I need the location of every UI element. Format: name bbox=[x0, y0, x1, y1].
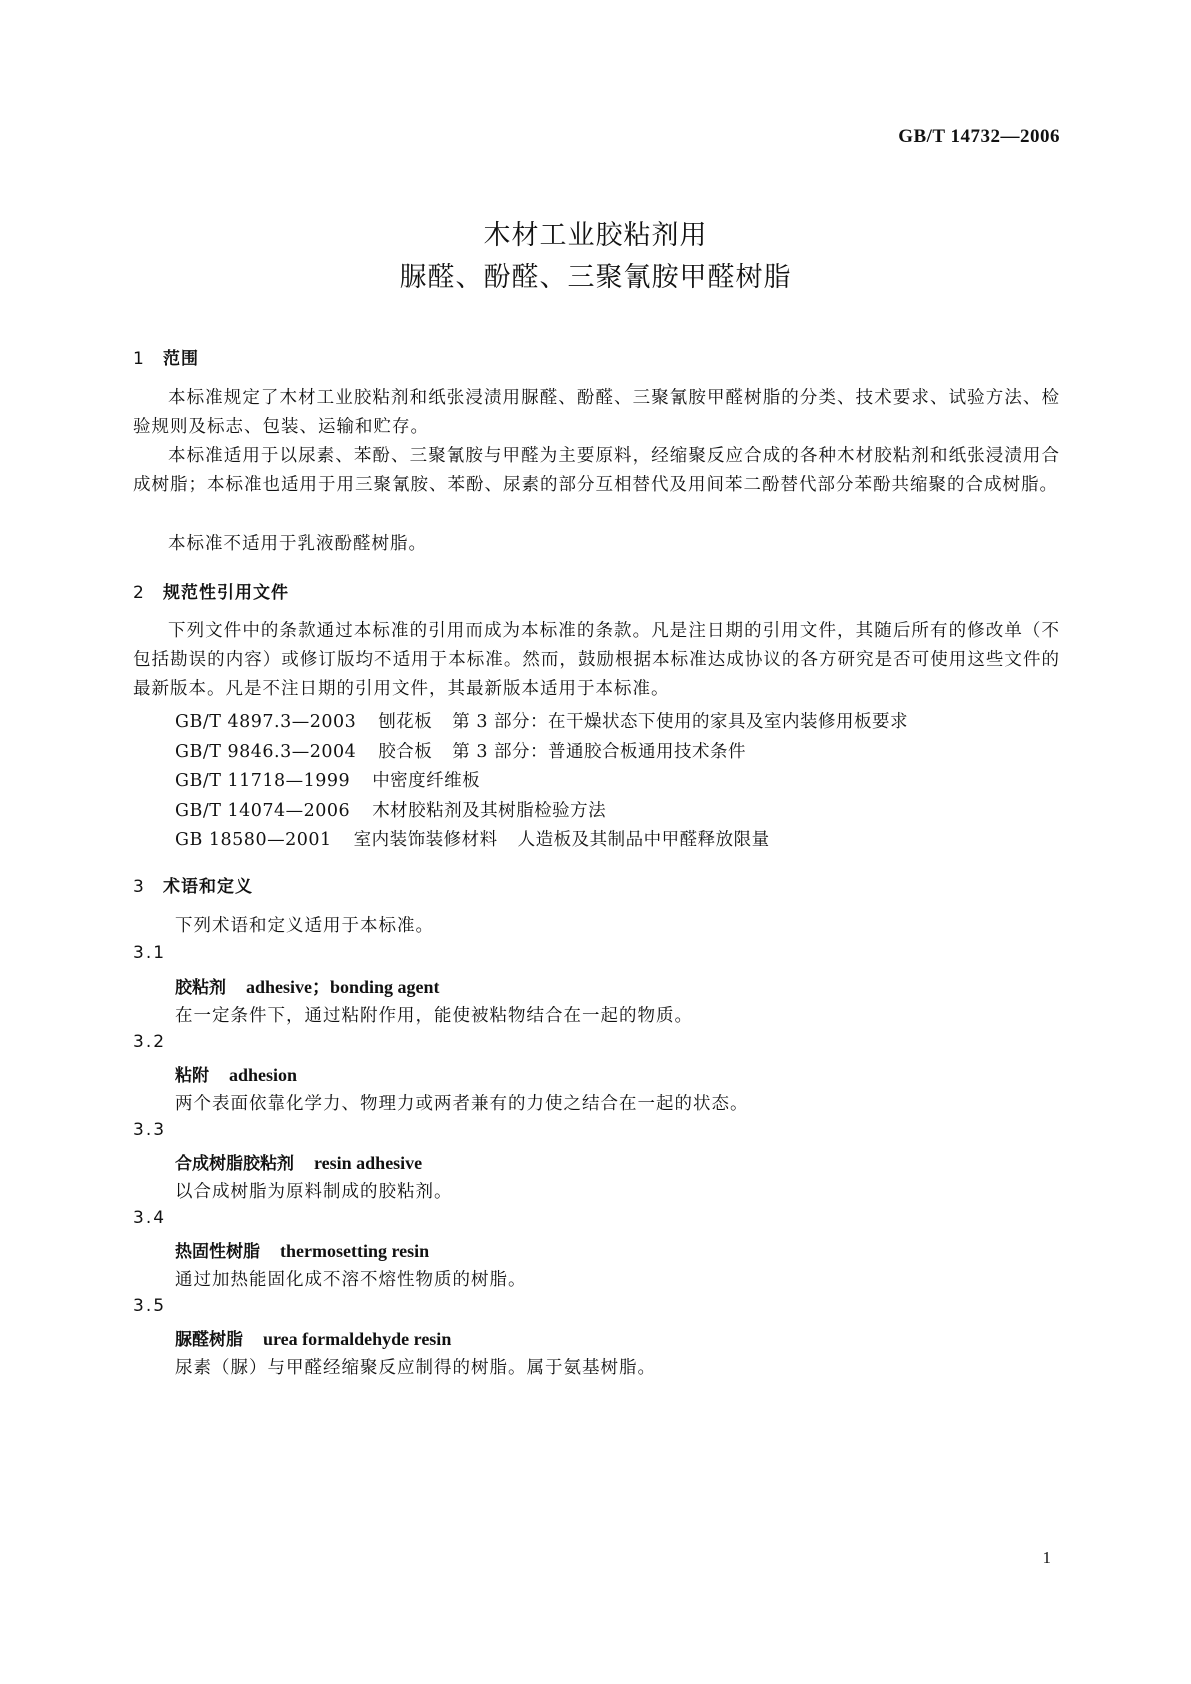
term-title bbox=[175, 1149, 422, 1174]
term-zh: 热固性树脂 bbox=[175, 1242, 260, 1262]
title-line-1: 木材工业胶粘剂用 bbox=[483, 220, 708, 251]
section-2-heading bbox=[133, 578, 289, 603]
term-title bbox=[175, 1237, 429, 1262]
term-en: urea formaldehyde resin bbox=[263, 1329, 452, 1349]
term-number: 3.4 bbox=[133, 1208, 167, 1228]
reference-code: GB 18580—2001 bbox=[175, 830, 332, 850]
term-definition: 在一定条件下，通过粘附作用，能使被粘物结合在一起的物质。 bbox=[175, 1006, 693, 1026]
reference-item bbox=[175, 797, 606, 822]
paragraph: 本标准规定了木材工业胶粘剂和纸张浸渍用脲醛、酚醛、三聚氰胺甲醛树脂的分类、技术要求、试验方法、检验规则及标志、包装、运输和贮存。 bbox=[133, 388, 1060, 437]
term-definition: 以合成树脂为原料制成的胶粘剂。 bbox=[175, 1182, 453, 1202]
reference-part: 人造板及其制品中甲醛释放限量 bbox=[517, 830, 770, 850]
reference-name: 室内装饰装修材料 bbox=[353, 830, 498, 850]
term-number: 3.5 bbox=[133, 1296, 167, 1316]
term-number: 3.2 bbox=[133, 1032, 167, 1052]
paragraph: 下列文件中的条款通过本标准的引用而成为本标准的条款。凡是注日期的引用文件，其随后所有的修改单（不包括勘误的内容）或修订版均不适用于本标准。然而，鼓励根据本标准达成协议的各方研究是否可使用这些文件的最新版本。凡是不注日期的引用文件，其最新版本适用于本标准。 bbox=[133, 621, 1060, 699]
section-title: 范围 bbox=[163, 349, 199, 369]
term-definition: 两个表面依靠化学力、物理力或两者兼有的力使之结合在一起的状态。 bbox=[175, 1094, 749, 1114]
page-number: 1 bbox=[1042, 1548, 1051, 1567]
document-id: GB/T 14732—2006 bbox=[898, 126, 1060, 147]
term-en: adhesive；bonding agent bbox=[246, 977, 440, 997]
term-en: adhesion bbox=[229, 1065, 298, 1085]
term-definition: 通过加热能固化成不溶不熔性物质的树脂。 bbox=[175, 1270, 527, 1290]
term-zh: 粘附 bbox=[175, 1066, 209, 1086]
term-zh: 胶粘剂 bbox=[175, 978, 226, 998]
reference-part: 第 3 部分：在干燥状态下使用的家具及室内装修用板要求 bbox=[452, 712, 909, 732]
section-3-heading bbox=[133, 872, 253, 897]
term-en: resin adhesive bbox=[314, 1153, 423, 1173]
term-en: thermosetting resin bbox=[280, 1241, 430, 1261]
term-title bbox=[175, 973, 440, 999]
section-number: 3 bbox=[133, 877, 145, 897]
reference-code: GB/T 4897.3—2003 bbox=[175, 712, 357, 732]
paragraph: 本标准适用于以尿素、苯酚、三聚氰胺与甲醛为主要原料，经缩聚反应合成的各种木材胶粘剂和纸张浸渍用合成树脂；本标准也适用于用三聚氰胺、苯酚、尿素的部分互相替代及用间苯二酚替代部分苯酚共缩聚的合成树脂。 bbox=[133, 446, 1060, 495]
term-title bbox=[175, 1325, 451, 1350]
reference-item bbox=[175, 708, 908, 733]
term-number: 3.3 bbox=[133, 1120, 167, 1140]
section-title: 术语和定义 bbox=[163, 877, 253, 897]
term-number: 3.1 bbox=[133, 943, 167, 963]
term-zh: 合成树脂胶粘剂 bbox=[175, 1154, 294, 1174]
reference-name: 木材胶粘剂及其树脂检验方法 bbox=[372, 801, 607, 821]
paragraph: 下列术语和定义适用于本标准。 bbox=[175, 916, 434, 936]
section-1-heading bbox=[133, 344, 199, 369]
section-number: 1 bbox=[133, 349, 145, 369]
reference-name: 刨花板 bbox=[378, 712, 433, 732]
reference-name: 中密度纤维板 bbox=[372, 771, 481, 791]
section-number: 2 bbox=[133, 583, 145, 603]
title-line-2: 脲醛、酚醛、三聚氰胺甲醛树脂 bbox=[399, 262, 792, 293]
reference-name: 胶合板 bbox=[378, 742, 433, 762]
term-zh: 脲醛树脂 bbox=[175, 1330, 243, 1350]
reference-item bbox=[175, 738, 746, 763]
reference-part: 第 3 部分：普通胶合板通用技术条件 bbox=[452, 742, 747, 762]
reference-code: GB/T 14074—2006 bbox=[175, 801, 351, 821]
reference-code: GB/T 11718—1999 bbox=[175, 771, 351, 791]
section-title: 规范性引用文件 bbox=[163, 583, 289, 603]
reference-code: GB/T 9846.3—2004 bbox=[175, 742, 357, 762]
term-definition: 尿素（脲）与甲醛经缩聚反应制得的树脂。属于氨基树脂。 bbox=[175, 1358, 656, 1378]
reference-item bbox=[175, 826, 770, 851]
reference-item bbox=[175, 767, 480, 792]
paragraph: 本标准不适用于乳液酚醛树脂。 bbox=[168, 534, 427, 554]
term-title bbox=[175, 1061, 297, 1086]
